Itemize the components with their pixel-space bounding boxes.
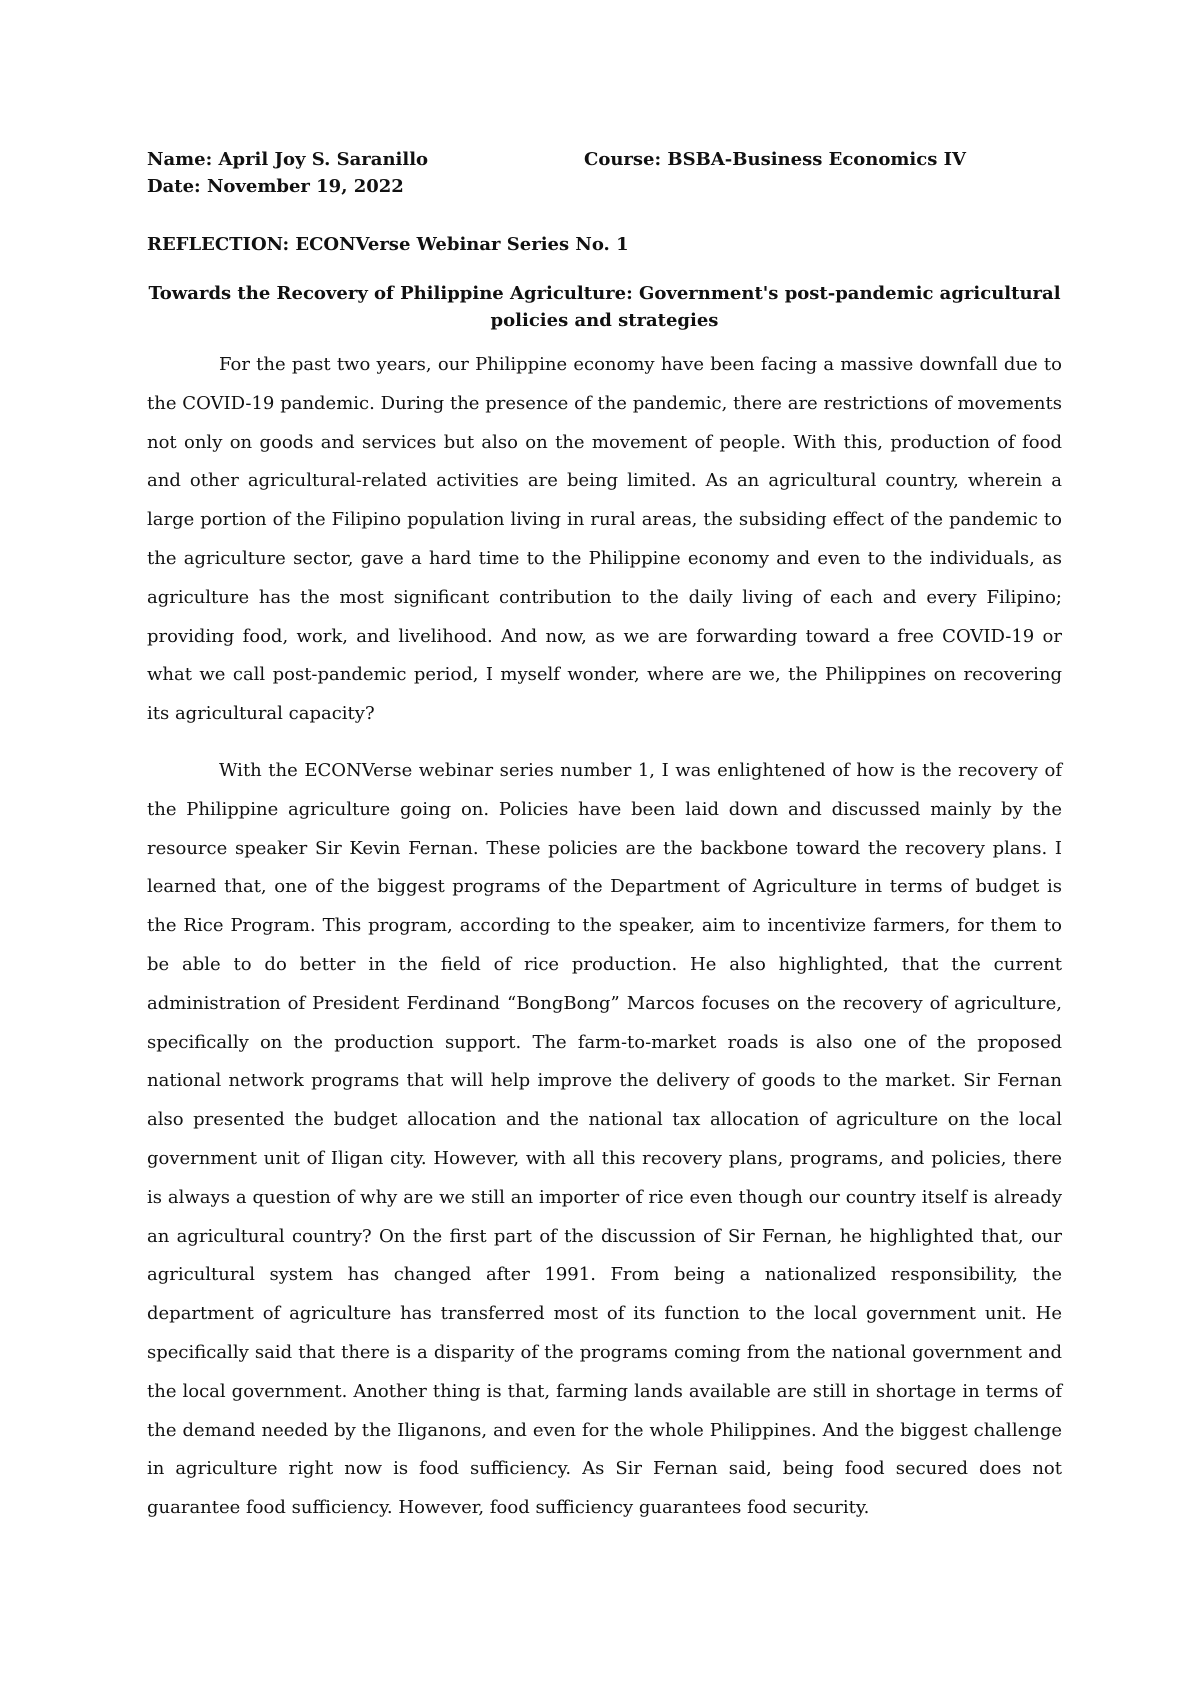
course-label: Course: BSBA-Business Economics IV [584, 149, 967, 170]
reflection-heading: REFLECTION: ECONVerse Webinar Series No. 1 [147, 234, 629, 255]
student-name: Name: April Joy S. Saranillo [147, 149, 429, 170]
paragraph-2: With the ECONVerse webinar series number 1, I was enlightened of how is the recovery of the Philippine agriculture going on. Policies have been laid down and discussed mainly by the resource speaker Sir Kevin Fernan. These policies are the backbone toward the recovery plans. I learned that, one of the biggest programs of the Department of Agriculture in terms of budget is the Rice Program. This program, according to the speaker, aim to incentivize farmers, for them to be able to do better in the field of rice production. He also highlighted, that the current administration of President Ferdinand “BongBong” Marcos focuses on the recovery of agriculture, specifically on the production support. The farm-to-market roads is also one of the proposed national network programs that will help improve the delivery of goods to the market. Sir Fernan also presented the budget allocation and the national tax allocation of agriculture on the local government unit of Iligan city. However, with all this recovery plans, programs, and policies, there is always a question of why are we still an importer of rice even though our country itself is already an agricultural country? On the first part of the discussion of Sir Fernan, he highlighted that, our agricultural system has changed after 1991. From being a nationalized responsibility, the department of agriculture has transferred most of its function to the local government unit. He specifically said that there is a disparity of the programs coming from the national government and the local government. Another thing is that, farming lands available are still in shortage in terms of the demand needed by the Iliganons, and even for the whole Philippines. And the biggest challenge in agriculture right now is food sufficiency. As Sir Fernan said, being food secured does not guarantee food sufficiency. However, food sufficiency guarantees food security. [147, 759, 1062, 1519]
paragraph-1: For the past two years, our Philippine economy have been facing a massive downfall due to the COVID-19 pandemic. During the presence of the pandemic, there are restrictions of movements not only on goods and services but also on the movement of people. With this, production of food and other agricultural-related activities are being limited. As an agricultural country, wherein a large portion of the Filipino population living in rural areas, the subsiding effect of the pandemic to the agriculture sector, gave a hard time to the Philippine economy and even to the individuals, as agriculture has the most significant contribution to the daily living of each and every Filipino; providing food, work, and livelihood. And now, as we are forwarding toward a free COVID-19 or what we call post-pandemic period, I myself wonder, where are we, the Philippines on recovering its agricultural capacity? [147, 354, 1062, 725]
document-title: Towards the Recovery of Philippine Agriculture: Government's post-pandemic agricultural policies and strategies [148, 283, 1061, 331]
date-label: Date: November 19, 2022 [147, 176, 404, 197]
header-row [147, 146, 1062, 173]
document-content [147, 146, 1062, 1546]
